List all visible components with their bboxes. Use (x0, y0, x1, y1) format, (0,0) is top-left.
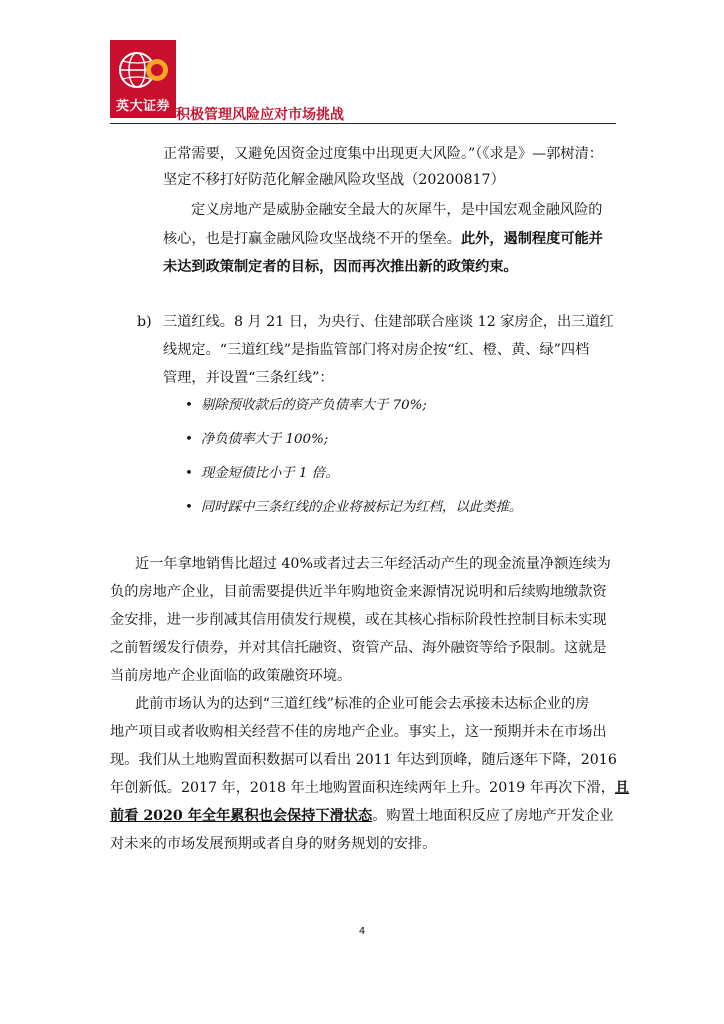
body-line: 定义房地产是威胁金融安全最大的灰犀牛，是中国宏观金融风险的 (191, 202, 603, 218)
body-line-mixed (110, 775, 629, 801)
header-title: 积极管理风险应对市场挑战 (176, 107, 344, 123)
body-line: 之前暂缓发行债券，并对其信托融资、资管产品、海外融资等给予限制。这就是 (110, 640, 607, 656)
logo-globe-icon (115, 48, 171, 92)
emphasis-text: 此外，遏制程度可能并 (460, 231, 603, 247)
list-item-text: 剔除预收款后的资产负债率大于 70%; (200, 398, 427, 413)
body-line: 正常需要，又避免因资金过度集中出现更大风险。”（《求是》—郭树清： (163, 146, 603, 162)
body-line: 金安排，进一步削减其信用债发行规模，或在其核心指标阶段性控制目标未实现 (110, 612, 607, 628)
underlined-emphasis: 且 (614, 780, 630, 796)
body-line: 此前市场认为的达到“三道红线”标准的企业可能会去承接未达标企业的房 (135, 696, 590, 712)
bullet-icon: • (185, 500, 193, 515)
list-item (185, 462, 522, 496)
bullet-icon: • (185, 466, 193, 481)
bullet-icon: • (185, 398, 193, 413)
body-line-mixed (110, 803, 613, 829)
body-text: 核心，也是打赢金融风险攻坚战绕不开的堡垒。 (163, 231, 461, 247)
body-line: 线规定。“三道红线”是指监管部门将对房企按“红、橙、黄、绿”四档 (163, 342, 590, 358)
header-divider (110, 123, 616, 124)
body-line: 负的房地产企业，目前需要提供近半年购地资金来源情况说明和后续购地缴款资 (110, 584, 607, 600)
emphasis-line: 未达到政策制定者的目标，因而再次推出新的政策约束。 (163, 259, 518, 275)
list-item-text: 现金短债比小于 1 倍。 (200, 466, 339, 481)
brand-logo (110, 40, 176, 118)
logo-text: 英大证券 (115, 99, 170, 114)
underlined-emphasis: 前看 2020 年全年累积也会保持下滑状态 (110, 808, 373, 824)
red-lines-list (185, 394, 522, 530)
body-line: 三道红线。8 月 21 日，为央行、住建部联合座谈 12 家房企，出三道红 (163, 314, 614, 330)
list-item-text: 同时踩中三条红线的企业将被标记为红档，以此类推。 (200, 500, 523, 515)
body-line: 地产项目或者收购相关经营不佳的房地产企业。事实上，这一预期并未在市场出 (110, 724, 607, 740)
list-item-text: 净负债率大于 100%; (200, 432, 329, 447)
body-line: 现。我们从土地购置面积数据可以看出 2011 年达到顶峰，随后逐年下降，2016 (110, 752, 617, 768)
bullet-icon: • (185, 432, 193, 447)
body-line: 坚定不移打好防范化解金融风险攻坚战（20200817） (163, 172, 505, 188)
body-line: 当前房地产企业面临的政策融资环境。 (110, 668, 352, 684)
list-marker: b) (137, 314, 152, 330)
list-item (185, 428, 522, 462)
body-line-mixed (163, 226, 603, 252)
body-text: 。购置土地面积反应了房地产开发企业 (372, 808, 614, 824)
list-item (185, 496, 522, 530)
list-item (185, 394, 522, 428)
body-text: 年创新低。2017 年，2018 年土地购置面积连续两年上升。2019 年再次下滑， (110, 780, 615, 796)
body-line: 对未来的市场发展预期或者自身的财务规划的安排。 (110, 836, 437, 852)
body-line: 管理，并设置“三条红线”： (163, 370, 334, 386)
page-number: 4 (358, 926, 366, 937)
body-line: 近一年拿地销售比超过 40%或者过去三年经活动产生的现金流量净额连续为 (135, 556, 611, 572)
